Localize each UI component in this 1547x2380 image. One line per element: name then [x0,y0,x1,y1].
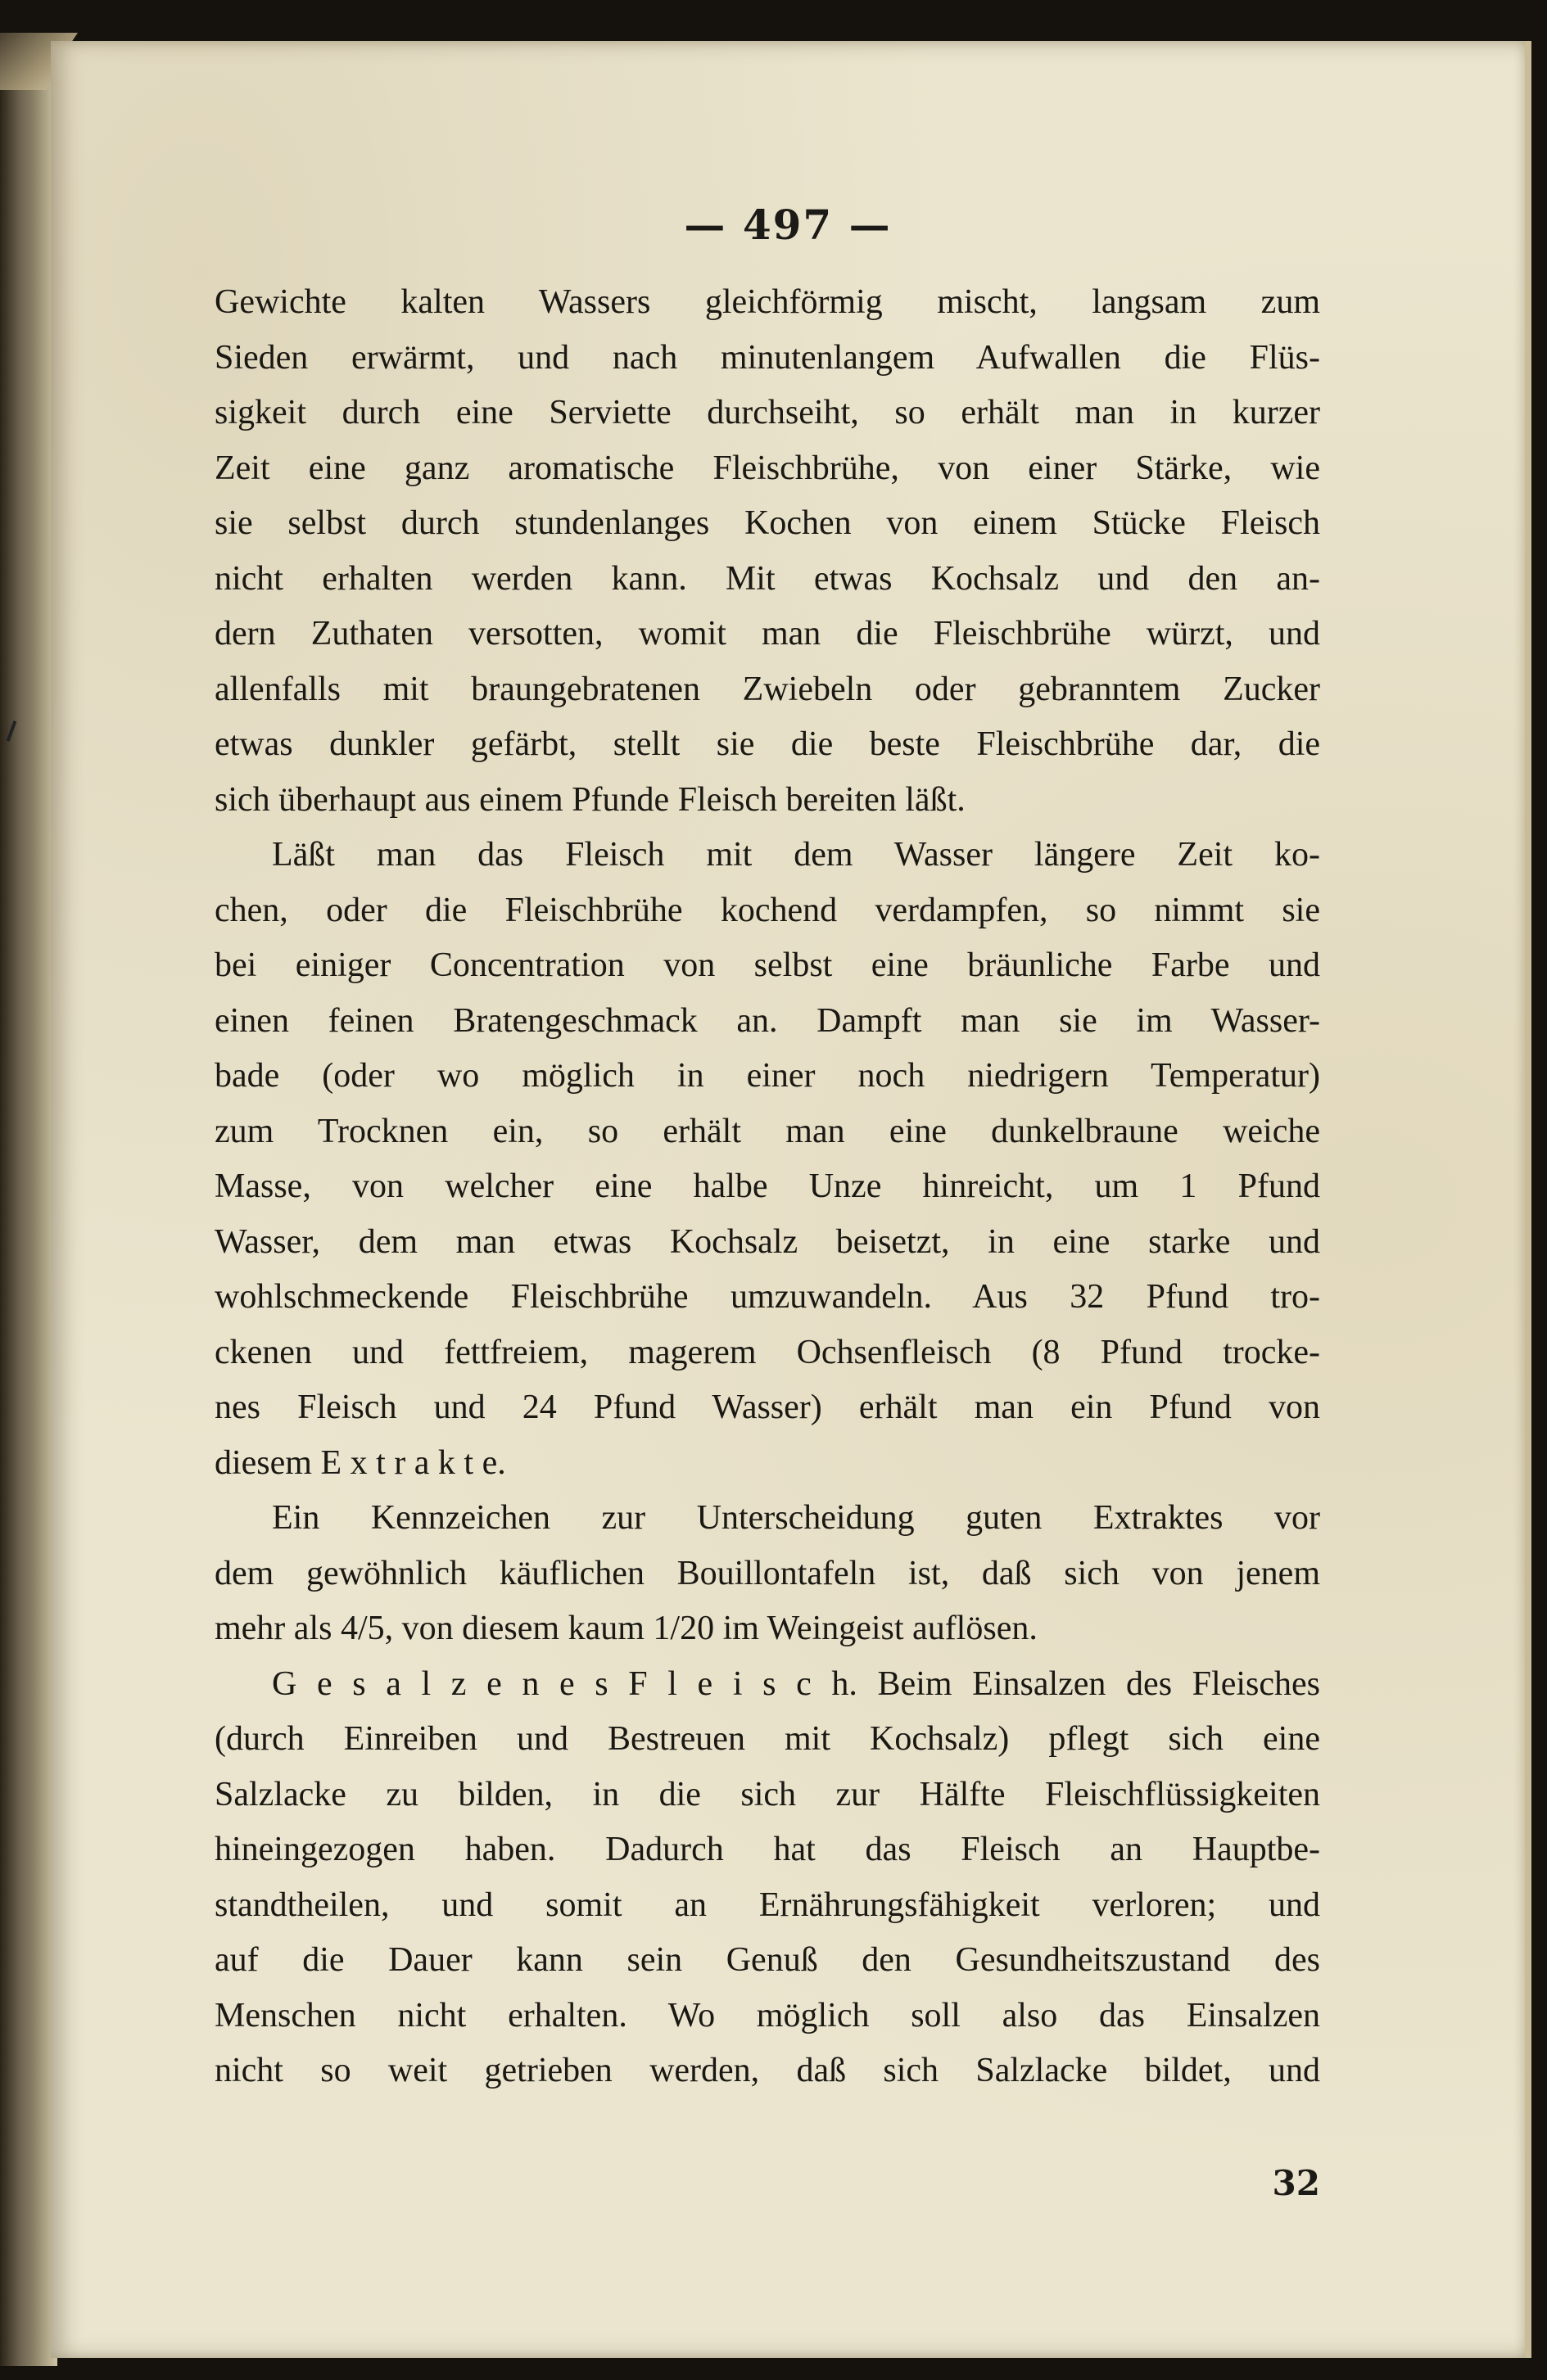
text-line: (durch Einreiben und Bestreuen mit Kochsalz) pflegt sich eine [215,1720,1320,1758]
text-line: etwas dunkler gefärbt, stellt sie die beste Fleischbrühe dar, die [215,725,1320,763]
text-line: dern Zuthaten versotten, womit man die Fleischbrühe würzt, und [215,615,1320,653]
text-line: nicht so weit getrieben werden, daß sich Salzlacke bildet, und [215,2052,1320,2089]
text-line: nicht erhalten werden kann. Mit etwas Kochsalz und den an- [215,559,1320,598]
text-line: sich überhaupt aus einem Pfunde Fleisch bereiten läßt. [215,780,966,819]
text-line: einen feinen Bratengeschmack an. Dampft man sie im Wasser- [215,1001,1320,1040]
text-line: standtheilen, und somit an Ernährungsfähigkeit verloren; und [215,1885,1320,1924]
text-line: Zeit eine ganz aromatische Fleischbrühe, von einer Stärke, wie [215,449,1320,487]
text-line: wohlschmeckende Fleischbrühe umzuwandeln. Aus 32 Pfund tro- [215,1278,1320,1316]
text-line: bade (oder wo möglich in einer noch niedrigern Temperatur) [215,1057,1320,1095]
book-page [51,41,1531,2358]
text-line: Ein Kennzeichen zur Unterscheidung guten Extraktes vor [272,1499,1320,1537]
text-line: auf die Dauer kann sein Genuß den Gesundheitszustand des [215,1941,1320,1979]
text-line: bei einiger Concentration von selbst eine bräunliche Farbe und [215,946,1320,984]
text-line: ckenen und fettfreiem, magerem Ochsenfleisch (8 Pfund trocke- [215,1333,1320,1371]
text-line: Masse, von welcher eine halbe Unze hinreicht, um 1 Pfund [215,1167,1320,1205]
text-line: nes Fleisch und 24 Pfund Wasser) erhält man ein Pfund von [215,1389,1320,1426]
page-number: — 497 — [684,201,892,249]
text-line: sie selbst durch stundenlanges Kochen von einem Stücke Fleisch [215,504,1320,542]
signature-mark: 32 [1272,2163,1320,2203]
text-line: sigkeit durch eine Serviette durchseiht, so erhält man in kurzer [215,394,1320,431]
body-text [215,275,1320,2099]
text-line: dem gewöhnlich käuflichen Bouillontafeln ist, daß sich von jenem [215,1554,1320,1592]
text-line: allenfalls mit braungebratenen Zwiebeln oder gebranntem Zucker [215,670,1320,708]
text-line: Gewichte kalten Wassers gleichförmig mischt, langsam zum [215,283,1320,321]
book-spine [0,33,57,2366]
text-line: zum Trocknen ein, so erhält man eine dunkelbraune weiche [215,1112,1320,1150]
text-line: diesem E x t r a k t e. [215,1443,506,1482]
text-line: chen, oder die Fleischbrühe kochend verdampfen, so nimmt sie [215,891,1320,929]
text-line: Menschen nicht erhalten. Wo möglich soll also das Einsalzen [215,1996,1320,2035]
text-line: hineingezogen haben. Dadurch hat das Fleisch an Hauptbe- [215,1831,1320,1868]
text-line: Sieden erwärmt, und nach minutenlangem Aufwallen die Flüs- [215,338,1320,377]
section-heading-line: G e s a l z e n e s F l e i s c h. Beim Einsalzen des Fleisches [272,1664,1320,1703]
text-line: Wasser, dem man etwas Kochsalz beisetzt, in eine starke und [215,1222,1320,1261]
text-line: mehr als 4/5, von diesem kaum 1/20 im Weingeist auflösen. [215,1610,1038,1647]
text-line: Läßt man das Fleisch mit dem Wasser längere Zeit ko- [272,836,1320,874]
text-line: Salzlacke zu bilden, in die sich zur Hälfte Fleischflüssigkeiten [215,1775,1320,1813]
